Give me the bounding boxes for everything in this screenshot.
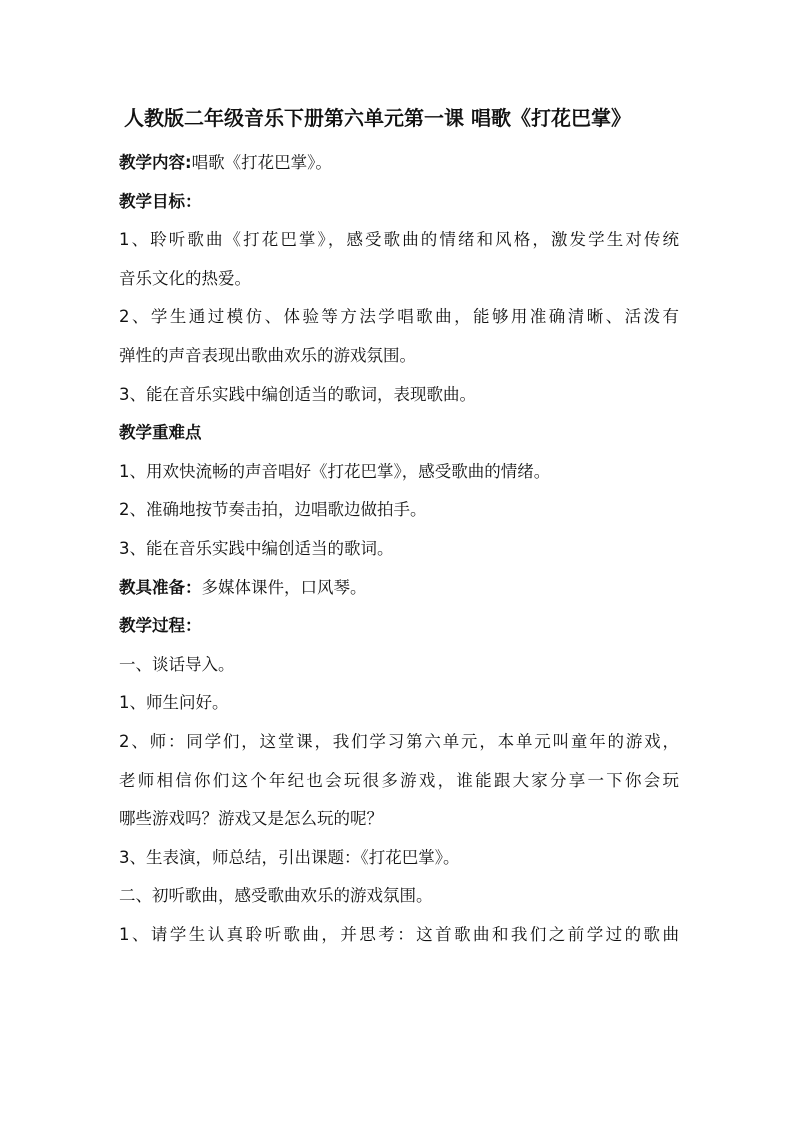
part-1-heading: 一、谈话导入。: [119, 654, 235, 674]
part-2-step-1-line-1: 1、请学生认真聆听歌曲，并思考：这首歌曲和我们之前学过的歌曲: [119, 924, 679, 944]
teaching-content-line: [119, 144, 679, 183]
key-point-2: 2、准确地按节奏击拍，边唱歌边做拍手。: [119, 500, 427, 520]
document-body: [119, 144, 679, 954]
part-1-step-2-line-1: 2、师：同学们，这堂课，我们学习第六单元，本单元叫童年的游戏，: [119, 731, 679, 751]
key-point-3: 3、能在音乐实践中编创适当的歌词。: [119, 538, 394, 558]
teaching-goals-heading: 教学目标：: [119, 191, 202, 211]
part-2-heading: 二、初听歌曲，感受歌曲欢乐的游戏氛围。: [119, 886, 433, 906]
part-1-step-2-line-3: 哪些游戏吗？游戏又是怎么玩的呢？: [119, 809, 383, 829]
goal-1-line-2: 音乐文化的热爱。: [119, 268, 251, 288]
part-1-step-3: 3、生表演，师总结，引出课题：《打花巴掌》。: [119, 847, 460, 867]
teaching-tools-line: [119, 569, 679, 608]
goal-3: 3、能在音乐实践中编创适当的歌词，表现歌曲。: [119, 384, 476, 404]
teaching-process-heading: 教学过程：: [119, 616, 202, 636]
goal-2-line-2: 弹性的声音表现出歌曲欢乐的游戏氛围。: [119, 345, 416, 365]
key-points-heading: 教学重难点: [119, 423, 202, 443]
teaching-content-value: 唱歌《打花巴掌》。: [191, 153, 332, 172]
document-title: 人教版二年级音乐下册第六单元第一课 唱歌《打花巴掌》: [124, 106, 631, 130]
goal-2-line-1: 2、学生通过模仿、体验等方法学唱歌曲，能够用准确清晰、活泼有: [119, 307, 679, 327]
part-1-step-2-line-2: 老师相信你们这个年纪也会玩很多游戏，谁能跟大家分享一下你会玩: [119, 770, 679, 790]
teaching-tools-value: 多媒体课件，口风琴。: [201, 577, 367, 597]
goal-1-line-1: 1、聆听歌曲《打花巴掌》，感受歌曲的情绪和风格，激发学生对传统: [119, 230, 679, 250]
teaching-tools-label: 教具准备：: [119, 577, 202, 597]
part-1-step-1: 1、师生问好。: [119, 693, 229, 713]
key-point-1: 1、用欢快流畅的声音唱好《打花巴掌》，感受歌曲的情绪。: [119, 461, 551, 481]
teaching-content-label: 教学内容:: [119, 153, 192, 172]
